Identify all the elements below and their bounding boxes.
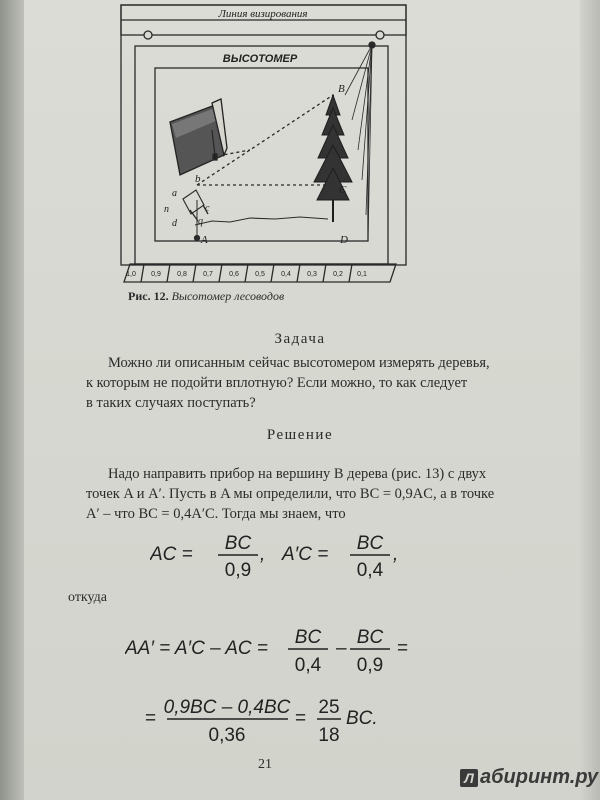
altimeter-figure [100, 0, 410, 285]
eq2-eq: = [397, 638, 409, 659]
eq1-num2: BC [356, 533, 384, 554]
point-q: q [198, 216, 203, 227]
watermark-logo [460, 766, 598, 789]
scale-label: 0,5 [255, 271, 265, 278]
eq2-num2: BC [356, 627, 384, 648]
otkuda-word: откуда [68, 590, 107, 605]
text-line: к которым не подойти вплотную? Если можно, то как следует [86, 375, 468, 391]
point-B: B [338, 83, 345, 95]
page-edge-shadow [580, 0, 600, 800]
labirint-logo-icon: Л [460, 769, 478, 787]
eq2-den2: 0,9 [356, 655, 384, 676]
eq1-num1: BC [224, 533, 252, 554]
equation-2 [125, 616, 445, 678]
ground [195, 217, 328, 225]
eq1-lhs2: A′C = [282, 544, 329, 565]
figure-caption [128, 289, 284, 304]
eq1-den1: 0,9 [224, 560, 252, 581]
eq1-den2: 0,4 [356, 560, 384, 581]
equation-1 [150, 522, 450, 582]
eq3-num1: 0,9BC – 0,4BC [163, 697, 291, 718]
eq3-tail: BC. [346, 708, 378, 729]
solution-paragraph [86, 464, 526, 524]
solution-heading: Решение [266, 427, 334, 443]
eq3-eq: = [145, 708, 157, 729]
scale-label: 1,0 [126, 271, 136, 278]
text-line: A′ – что BC = 0,4A′C. Тогда мы знаем, что [86, 506, 346, 522]
text-line: Надо направить прибор на вершину B дерева (рис. 13) с двух [108, 466, 487, 482]
equation-3 [145, 686, 405, 748]
eq1-sep: , [260, 544, 266, 565]
point-d: d [172, 218, 177, 229]
watermark-text: абиринт.ру [480, 766, 599, 788]
handheld-device [170, 99, 227, 175]
eq3-eq2: = [295, 708, 307, 729]
task-heading: Задача [274, 331, 326, 347]
point-D: D [340, 234, 348, 246]
eq3-num2: 25 [318, 697, 340, 718]
text-line: в таких случаях поступать? [86, 395, 256, 411]
scale-label: 0,4 [281, 271, 291, 278]
scale-label: 0,3 [307, 271, 317, 278]
scale-label: 0,8 [177, 271, 187, 278]
inner-frame [135, 46, 388, 264]
eq3-den1: 0,36 [208, 725, 246, 746]
text-line: точек A и A′. Пусть в A мы определили, что BC = 0,9AC, а в точке [86, 486, 495, 502]
caption-number: Рис. 12. [128, 289, 169, 303]
scale-label: 0,6 [229, 271, 239, 278]
scale-ticks [141, 264, 352, 282]
point-C: C [339, 184, 347, 196]
outer-frame [121, 5, 406, 265]
sight-pin-left [144, 31, 152, 39]
eq2-den1: 0,4 [294, 655, 322, 676]
eq2-minus: – [336, 638, 347, 659]
tree [314, 95, 352, 222]
point-b-lower: b [195, 173, 201, 185]
point-c: c [205, 203, 210, 214]
eq1-end: , [393, 544, 399, 565]
point-n: n [164, 204, 169, 215]
eq1-lhs1: AC = [150, 544, 193, 565]
small-device [183, 190, 204, 214]
text-line: Можно ли описанным сейчас высотомером измерять деревья, [108, 355, 490, 371]
sight-pin-right [376, 31, 384, 39]
point-a: a [172, 188, 177, 199]
top-label: Линия визирования [218, 8, 308, 20]
scale-label: 0,1 [357, 271, 367, 278]
eq2-num1: BC [294, 627, 322, 648]
caption-title: Высотомер лесоводов [171, 289, 285, 303]
scale-label: 0,9 [151, 271, 161, 278]
task-paragraph [86, 353, 526, 413]
point-A: A [201, 234, 208, 246]
scale-label: 0,2 [333, 271, 343, 278]
page-number: 21 [258, 757, 272, 772]
scale-label: 0,7 [203, 271, 213, 278]
box-label: ВЫСОТОМЕР [222, 53, 298, 65]
eq3-den2: 18 [318, 725, 340, 746]
page-gutter-shadow [0, 0, 24, 800]
eq2-lhs: AA′ = A′C – AC = [125, 638, 269, 659]
